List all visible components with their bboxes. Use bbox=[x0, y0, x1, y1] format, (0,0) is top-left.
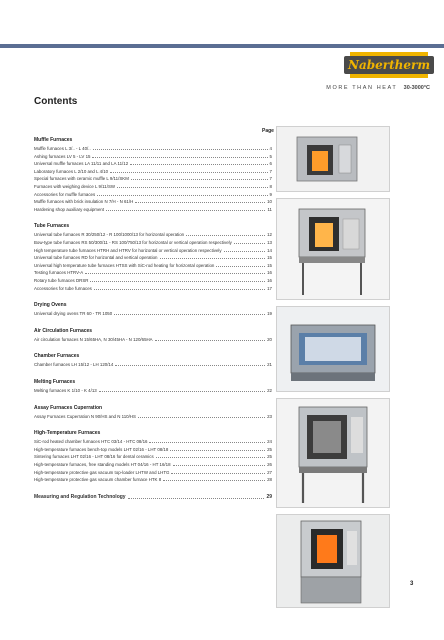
leader-dots bbox=[97, 195, 267, 196]
toc-entry-page: 25 bbox=[267, 446, 272, 452]
tagline-temperature: 30-3000°C bbox=[403, 85, 430, 91]
leader-dots bbox=[85, 273, 265, 274]
product-photo-muffle-furnace-stand bbox=[276, 198, 390, 300]
toc-entry[interactable] bbox=[34, 387, 272, 393]
toc-entry-page: 11 bbox=[267, 206, 272, 212]
toc-entry-page: 28 bbox=[267, 477, 272, 483]
product-photo-high-temperature-furnace bbox=[276, 514, 390, 608]
toc-entry[interactable] bbox=[34, 413, 272, 419]
toc-entry[interactable] bbox=[34, 277, 272, 283]
toc-entry[interactable] bbox=[34, 494, 272, 500]
toc-entry[interactable] bbox=[34, 247, 272, 253]
leader-dots bbox=[131, 179, 268, 180]
toc-entry-label: High-temperature furnaces, free standing models HT 04/16 - HT 16/18 bbox=[34, 462, 171, 467]
toc-entry-page: 26 bbox=[267, 462, 272, 467]
section-heading: Muffle Furnaces bbox=[34, 137, 73, 143]
toc-entry-page: 10 bbox=[267, 199, 272, 205]
toc-entry-label: Testing furnaces HTRV-A bbox=[34, 270, 84, 276]
leader-dots bbox=[110, 172, 267, 173]
toc-entry-label: Melting furnaces K 1/10 - K 4/13 bbox=[34, 388, 97, 393]
leader-dots bbox=[186, 235, 265, 236]
toc-entry-page: 6 bbox=[269, 161, 272, 167]
toc-entry-label: Laboratory furnaces L 2/10 and L 4/10 bbox=[34, 168, 109, 174]
toc-entry-label: Universal muffle furnaces LA 11/11 and LA 11/12 bbox=[34, 161, 129, 167]
section-heading: Drying Ovens bbox=[34, 302, 67, 309]
toc-entry-page: 8 bbox=[269, 184, 272, 189]
toc-entry[interactable] bbox=[34, 191, 272, 197]
leader-dots bbox=[138, 417, 265, 418]
toc-entry-label: High-temperature furnaces bench-top models LHT 02/16 - LHT 08/18 bbox=[34, 446, 169, 452]
leader-dots bbox=[149, 442, 265, 443]
leader-dots bbox=[114, 314, 265, 315]
toc-entry-label: Muffle furnaces with brick insulation N 7/H - N 61/H bbox=[34, 199, 134, 205]
toc-entry-page: 7 bbox=[269, 176, 272, 182]
leader-dots bbox=[128, 498, 265, 499]
toc-entry-page: 23 bbox=[267, 413, 272, 419]
toc-entry-page: 16 bbox=[267, 270, 272, 276]
toc-entry-page: 9 bbox=[269, 191, 272, 197]
toc-entry[interactable] bbox=[34, 168, 272, 174]
toc-entry-page: 12 bbox=[267, 232, 272, 238]
leader-dots bbox=[135, 202, 265, 203]
leader-dots bbox=[93, 149, 268, 150]
toc-entry-label: Accessories for tube furnaces bbox=[34, 285, 92, 291]
toc-entry-label: Universal tube furnaces R 30/250/12 - R 100/1000/13 for horizontal operation bbox=[34, 232, 185, 238]
leader-dots bbox=[94, 289, 265, 290]
toc-entry-page: 4 bbox=[269, 146, 272, 151]
section-heading: Chamber Furnaces bbox=[34, 353, 80, 360]
toc-entry-label: Hardening shop auxiliary equipment bbox=[34, 206, 105, 212]
leader-dots bbox=[170, 450, 265, 451]
toc-entry[interactable] bbox=[34, 336, 272, 342]
toc-entry-page: 20 bbox=[267, 336, 272, 342]
toc-entry-label: Rotary tube furnaces DRSR bbox=[34, 278, 89, 283]
product-photo-chamber-furnace bbox=[276, 398, 390, 508]
toc-entry[interactable] bbox=[34, 160, 272, 166]
page-column-header: Page bbox=[262, 128, 274, 134]
toc-entry[interactable] bbox=[34, 476, 272, 482]
toc-entry-page: 22 bbox=[267, 388, 272, 393]
toc-entry-page: 21 bbox=[267, 362, 272, 368]
toc-entry[interactable] bbox=[34, 361, 272, 367]
toc-entry[interactable] bbox=[34, 153, 272, 159]
toc-entry[interactable] bbox=[34, 438, 272, 444]
toc-entry-label: Universal tube furnaces RD for horizontal and vertical operation bbox=[34, 255, 158, 261]
toc-entry-page: 19 bbox=[267, 311, 272, 317]
leader-dots bbox=[224, 251, 266, 252]
leader-dots bbox=[155, 340, 266, 341]
toc-entry-label: Assay Furnaces Cuperration N 90/HS and N 110/HS bbox=[34, 413, 136, 419]
toc-entry[interactable] bbox=[34, 206, 272, 212]
logo-text: Nabertherm bbox=[344, 56, 434, 74]
toc-entry-label: Sintering furnaces LHT 02/16 - LHT 08/16 for dental ceramics bbox=[34, 454, 154, 460]
toc-entry[interactable] bbox=[34, 231, 272, 237]
section-heading: Air Circulation Furnaces bbox=[34, 327, 93, 334]
toc-entry-label: Universal drying ovens TR 60 - TR 1050 bbox=[34, 311, 113, 317]
leader-dots bbox=[99, 391, 265, 392]
leader-dots bbox=[106, 210, 265, 211]
toc-entry-label: Ashing furnaces LV 5 - LV 15 bbox=[34, 153, 91, 159]
toc-entry-label: Muffle furnaces L 3/.. - L 40/.. bbox=[34, 146, 91, 151]
toc-entry-label: Accessories for muffle furnaces bbox=[34, 191, 96, 197]
toc-entry[interactable] bbox=[34, 175, 272, 181]
leader-dots bbox=[156, 457, 265, 458]
tagline-text: MORE THAN HEAT bbox=[326, 85, 398, 91]
toc-entry-label: Measuring and Regulation Technology bbox=[34, 493, 126, 500]
toc-entry-page: 16 bbox=[267, 278, 272, 283]
toc-entry-label: SiC-rod heated chamber furnaces HTC 03/14 - HTC 08/16 bbox=[34, 439, 148, 445]
page-title: Contents bbox=[34, 96, 78, 107]
toc-entry[interactable] bbox=[34, 285, 272, 291]
toc-entry[interactable] bbox=[34, 269, 272, 275]
toc-entry[interactable] bbox=[34, 310, 272, 316]
toc-entry-page: 25 bbox=[267, 454, 272, 460]
leader-dots bbox=[92, 157, 267, 158]
header-band bbox=[0, 44, 444, 48]
page-number: 3 bbox=[410, 581, 414, 587]
toc-entry-page: 5 bbox=[269, 153, 272, 159]
toc-entry-label: Furnaces with weighing device L 9/11/SW bbox=[34, 184, 116, 189]
toc-entry-page: 17 bbox=[267, 285, 272, 291]
toc-entry-page: 14 bbox=[267, 247, 272, 253]
leader-dots bbox=[173, 465, 266, 466]
toc-entry[interactable] bbox=[34, 461, 272, 467]
toc-entry-label: Universal high temperature tube furnaces HTSS with SiC-rod heating for horizontal operation bbox=[34, 262, 215, 268]
toc-entry-label: Air circulation furnaces N 15/65HA, N 30/45HA - N 120/65HA bbox=[34, 336, 153, 342]
leader-dots bbox=[117, 187, 268, 188]
toc-entry[interactable] bbox=[34, 239, 272, 245]
toc-entry-page: 27 bbox=[267, 469, 272, 475]
toc-entry-page: 29 bbox=[266, 493, 272, 500]
leader-dots bbox=[90, 281, 265, 282]
tagline bbox=[290, 85, 430, 91]
leader-dots bbox=[216, 266, 265, 267]
toc-entry[interactable] bbox=[34, 262, 272, 268]
section-heading: Tube Furnaces bbox=[34, 223, 70, 230]
leader-dots bbox=[163, 480, 265, 481]
section-heading: Melting Furnaces bbox=[34, 379, 76, 385]
toc-entry[interactable] bbox=[34, 145, 272, 151]
toc-entry-label: Chamber furnaces LH 15/12 - LH 120/14 bbox=[34, 362, 114, 368]
toc-entry-label: High-temperature protective gas vacuum top-loader LHTW and LHTG bbox=[34, 469, 170, 475]
toc-entry[interactable] bbox=[34, 198, 272, 204]
toc-entry-label: Bow-type tube furnaces RS 50/300/11 - RS 100/750/13 for horizontal or vertical operation respectively bbox=[34, 240, 232, 245]
toc-entry[interactable] bbox=[34, 183, 272, 189]
toc-entry-page: 24 bbox=[267, 439, 272, 445]
section-heading: High-Temperature Furnaces bbox=[34, 430, 101, 437]
toc-entry-label: High temperature tube furnaces HTRH and HTRV for horizontal or vertical operation respectively bbox=[34, 247, 222, 253]
section-heading: Assay Furnaces Cuperration bbox=[34, 404, 103, 411]
toc-entry[interactable] bbox=[34, 469, 272, 475]
toc-entry-page: 15 bbox=[267, 255, 272, 261]
product-photo-muffle-furnace bbox=[276, 126, 390, 192]
toc-entry-page: 15 bbox=[267, 262, 272, 268]
nabertherm-logo bbox=[348, 52, 431, 78]
leader-dots bbox=[160, 258, 266, 259]
leader-dots bbox=[130, 164, 267, 165]
leader-dots bbox=[234, 243, 265, 244]
leader-dots bbox=[171, 473, 265, 474]
toc-entry[interactable] bbox=[34, 254, 272, 260]
toc-entry[interactable] bbox=[34, 453, 272, 459]
product-photo-tube-furnace bbox=[276, 306, 390, 392]
toc-entry-page: 7 bbox=[269, 168, 272, 174]
toc-entry[interactable] bbox=[34, 446, 272, 452]
toc-entry-label: High-temperature protective gas vacuum chamber furnace HTK 8 bbox=[34, 477, 162, 483]
leader-dots bbox=[115, 365, 265, 366]
toc-entry-page: 13 bbox=[267, 240, 272, 245]
toc-entry-label: Special furnaces with ceramic muffle L 9/11/SKM bbox=[34, 176, 129, 182]
